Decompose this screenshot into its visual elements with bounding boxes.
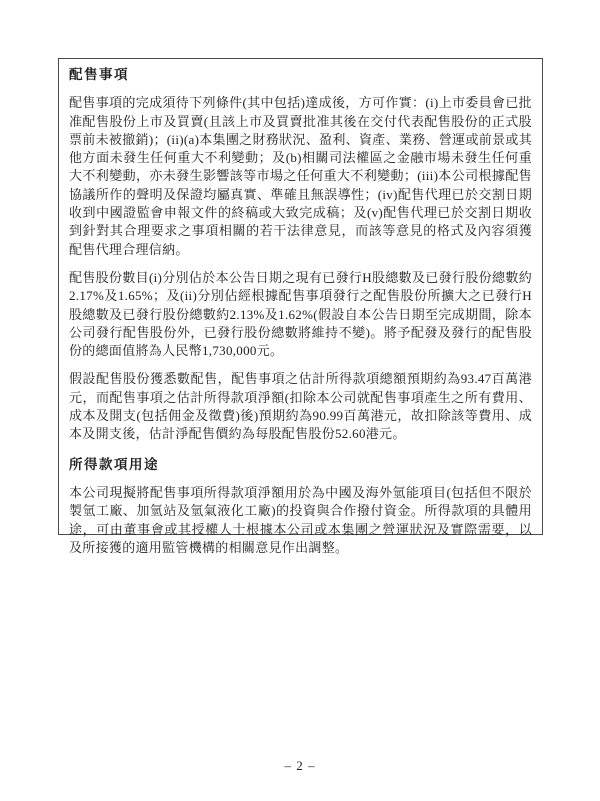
page-number: – 2 –	[284, 758, 316, 773]
paragraph-placing-conditions: 配售事項的完成須待下列條件(其中包括)達成後，方可作實：(i)上市委員會已批准配售股份上市及買賣(且該上市及買賣批准其後在交付代表配售股份的正式股票前未被撤銷)；(ii)(a)本集團之財務狀況、盈利、資產、業務、營運或前景或其他方面未發生任何重大不利變動；及(b)相關司法權區之金融市場未發生任何重大不利變動，亦未發生影響該等市場之任何重大不利變動；(iii)本公司根據配售協議所作的聲明及保證均屬真實、準確且無誤導性；(iv)配售代理已於交割日期收到中國證監會申報文件的終稿或大致完成稿；及(v)配售代理已於交割日期收到針對其合理要求之事項相關的若干法律意見，而該等意見的格式及內容須獲配售代理合理信納。	[69, 95, 532, 257]
section-heading-use-of-proceeds: 所得款項用途	[69, 456, 159, 472]
paragraph-placing-shares-percentages: 配售股份數目(i)分別佔於本公告日期之現有已發行H股總數及已發行股份總數約2.17%及1.65%；及(ii)分別佔經根據配售事項發行之配售股份所擴大之已發行H股總數及已發行股份總數約2.13%及1.62%(假設自本公告日期至完成期間，除本公司發行配售股份外，已發行股份總數將維持不變)。將予配發及發行的配售股份的總面值將為人民幣1,730,000元。	[69, 269, 532, 359]
section-heading-placing: 配售事項	[69, 67, 129, 82]
paragraph-estimated-proceeds: 假設配售股份獲悉數配售，配售事項之估計所得款項總額預期約為93.47百萬港元，而配售事項之估計所得款項淨額(扣除本公司就配售事項產生之所有費用、成本及開支(包括佣金及徵費)後)預期約為90.99百萬港元，故扣除該等費用、成本及開支後，估計淨配售價約為每股配售股份52.60港元。	[69, 371, 532, 442]
paragraph-use-of-proceeds: 本公司現擬將配售事項所得款項淨額用於為中國及海外氫能項目(包括但不限於製氫工廠、加氫站及氫氣液化工廠)的投資與合作撥付資金。所得款項的具體用途，可由董事會或其授權人士根據本公司或本集團之營運狀況及實際需要，以及所接獲的適用監管機構的相關意見作出調整。	[69, 484, 532, 555]
content-border-box	[58, 58, 543, 555]
